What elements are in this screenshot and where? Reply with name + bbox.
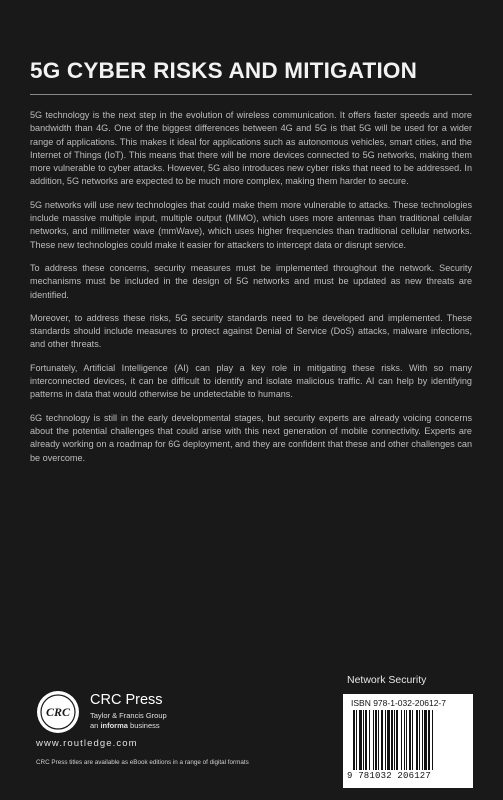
subject-category: Network Security [347,674,427,686]
publisher-group: Taylor & Francis Group [90,711,167,720]
title-divider [30,94,472,95]
crc-logo-letters: CRC [45,705,71,719]
publisher-business-line [90,721,160,730]
barcode-digits: 9 781032 206127 [347,771,432,781]
blurb [30,109,472,475]
publisher-name: CRC Press [90,692,163,708]
business-suffix: business [130,721,160,730]
publisher-website: www.routledge.com [36,738,138,749]
blurb-paragraph: 5G technology is the next step in the evolution of wireless communication. It offers faster speeds and more bandwidth than 4G. One of the biggest differences between 4G and 5G is that 5G will be used for a wider range of applications. This makes it ideal for applications such as autonomous vehicles, smart cities, and the Internet of Things (IoT). This means that there will be more devices connected to 5G networks, making them more vulnerable to cyber attacks. However, 5G also introduces new cyber risks that need to be addressed. In addition, 5G networks are expected to be much more complex, making them harder to secure. [30,110,472,187]
blurb-paragraph: 6G technology is still in the early developmental stages, but security experts are already voicing concerns about the potential challenges that could arise with this next generation of mobile connectivity. Experts are already working on a roadmap for 6G deployment, and they are confident that these and other challenges can be overcome. [30,412,472,463]
business-prefix: an [90,721,99,730]
barcode-image [351,710,465,770]
blurb-paragraph: Moreover, to address these risks, 5G security standards need to be developed and implemented. These standards should include measures to protect against Denial of Service (DoS) attacks, malware infections, and other threats. [30,312,472,350]
business-brand: informa [100,721,128,730]
blurb-paragraph: 5G networks will use new technologies that could make them more vulnerable to attacks. These technologies include massive multiple input, multiple output (MIMO), which uses more antennas than traditional cellular networks, and millimeter wave (mmWave), which uses higher frequencies than traditional cellular networks. These new technologies could make it easier for attackers to intercept data or disrupt service. [30,199,472,250]
crc-logo-icon [36,690,80,734]
blurb-paragraph: To address these concerns, security measures must be implemented throughout the network. Security mechanisms must be included in the design of 5G networks and must be updated as new threats are identified. [30,262,472,300]
book-title: 5G CYBER RISKS AND MITIGATION [30,58,418,83]
ebook-footnote: CRC Press titles are available as eBook editions in a range of digital formats [36,759,249,766]
isbn-barcode-panel [343,694,473,788]
blurb-paragraph: Fortunately, Artificial Intelligence (AI) can play a key role in mitigating these risks. With so many interconnected devices, it can be difficult to identify and isolate malicious traffic. AI can help by identifying patterns in data that would otherwise be undetectable to humans. [30,362,472,400]
isbn-label: ISBN 978-1-032-20612-7 [351,698,446,708]
